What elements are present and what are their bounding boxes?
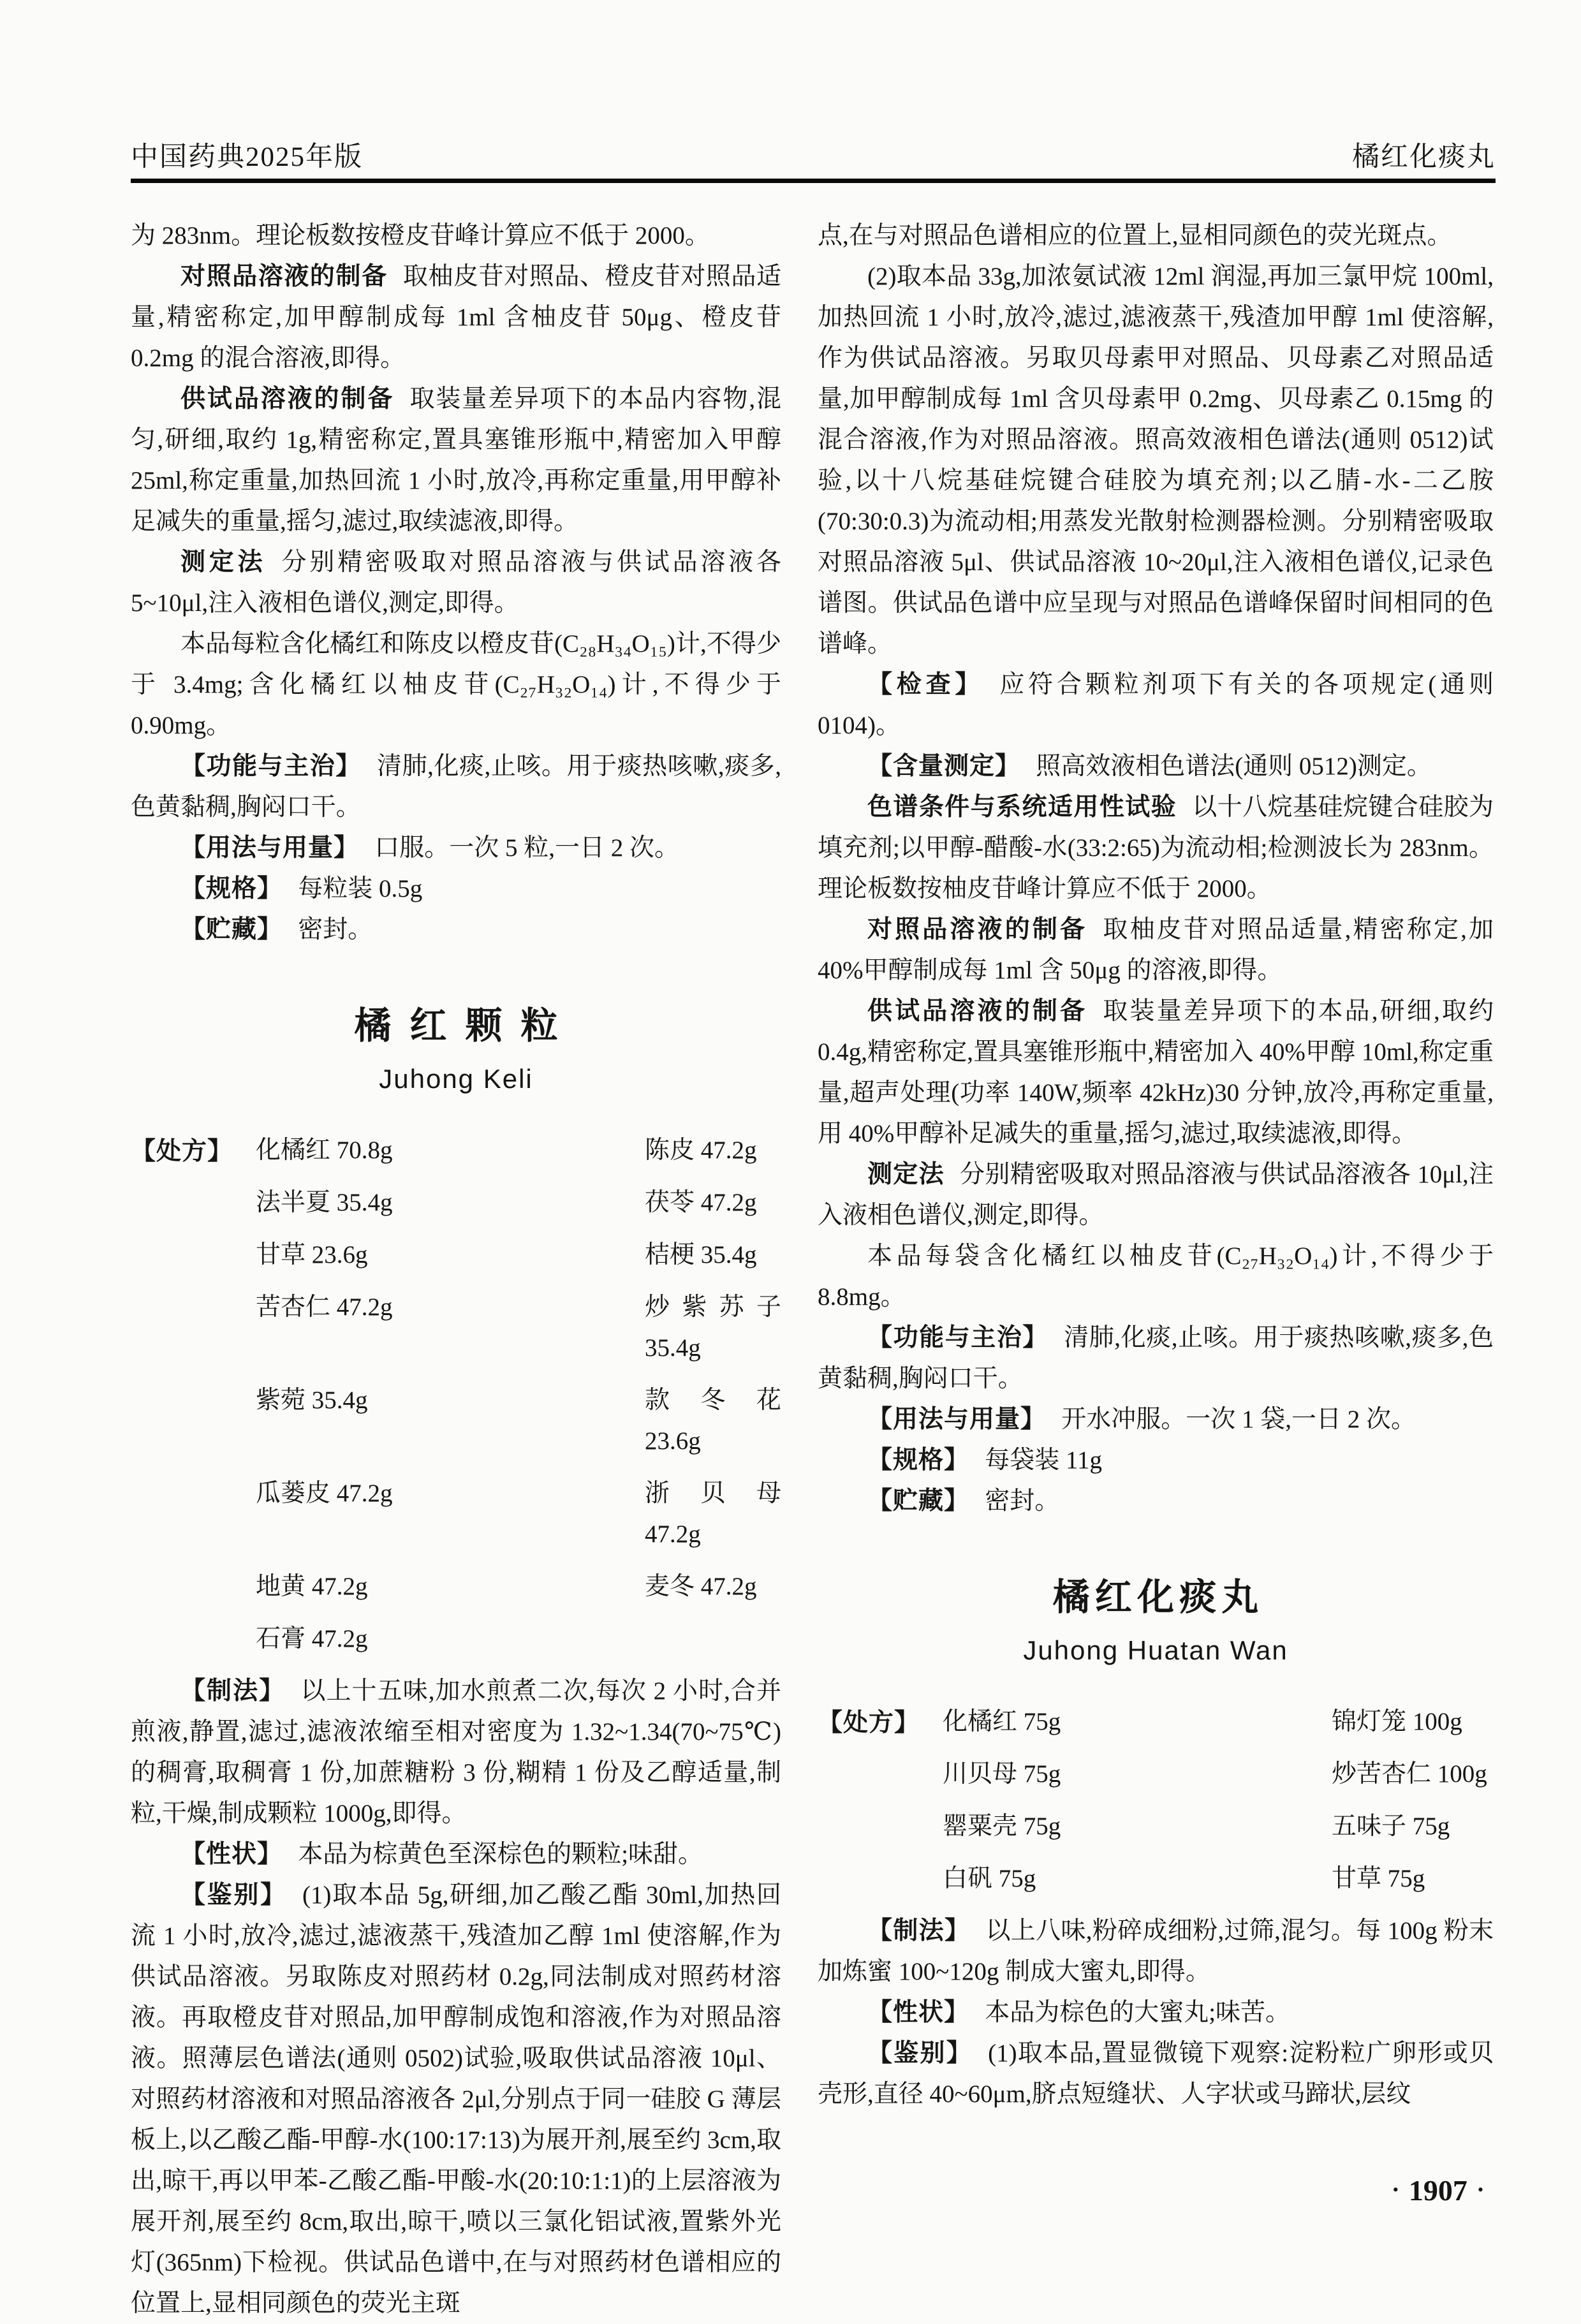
ingredient: 瓜蒌皮 47.2g <box>256 1480 393 1507</box>
ingredient-row <box>943 1858 1494 1899</box>
paragraph-lead: 【含量测定】 <box>867 753 1021 780</box>
section-title: 橘红化痰丸 <box>1052 1577 1264 1618</box>
ingredient-row <box>256 1566 781 1607</box>
paragraph-text: 本品为棕色的大蜜丸;味苦。 <box>985 1999 1291 2026</box>
paragraph-text: 口服。一次 5 粒,一日 2 次。 <box>374 834 679 862</box>
paragraph-text: 本品每袋含化橘红以柚皮苷(C₂₇H₃₂O₁₄)计,不得少于 8.8mg。 <box>818 1242 1494 1311</box>
paragraph-lead: 【规格】 <box>867 1446 970 1474</box>
ingredient: 锦灯笼 100g <box>1332 1708 1462 1735</box>
ingredient: 化橘红 70.8g <box>256 1136 393 1164</box>
ingredient: 五味子 75g <box>1332 1813 1450 1840</box>
paragraph-lead: 【贮藏】 <box>180 916 283 943</box>
paragraph-text: 以十八烷基硅烷键合硅胶为填充剂;以甲醇-醋酸-水(33:2:65)为流动相;检测波长为 283nm。理论板数按柚皮苷峰计算应不低于 2000。 <box>818 793 1494 902</box>
paragraph-text: 清肺,化痰,止咳。用于痰热咳嗽,痰多,色黄黏稠,胸闷口干。 <box>818 1324 1494 1392</box>
ingredient: 炒苦杏仁 100g <box>1332 1760 1487 1788</box>
paragraph-inspection <box>818 665 1494 746</box>
section-title: 橘红颗粒 <box>354 1005 577 1047</box>
paragraph-text: 清肺,化痰,止咳。用于痰热咳嗽,痰多,色黄黏稠,胸闷口干。 <box>131 753 781 821</box>
paragraph-text: 取装量差异项下的本品内容物,混匀,研细,取约 1g,精密称定,置具塞锥形瓶中,精密加入甲醇 25ml,称定重量,加热回流 1 小时,放冷,再称定重量,用甲醇补足减失的重量,摇匀,滤过,取续滤液,即得。 <box>131 385 781 535</box>
paragraph-functions <box>818 1318 1494 1399</box>
header-rule <box>131 179 1496 183</box>
page-number-dot: • <box>1477 2181 1483 2199</box>
prescription-grid <box>256 1130 781 1659</box>
ingredient-row <box>256 1235 781 1276</box>
right-column <box>818 216 1494 2115</box>
paragraph-lead: 供试品溶液的制备 <box>180 385 395 413</box>
ingredient: 茯苓 47.2g <box>645 1189 757 1216</box>
ingredient: 陈皮 47.2g <box>645 1136 757 1164</box>
paragraph-lead: 【规格】 <box>180 875 283 902</box>
paragraph-text: 开水冲服。一次 1 袋,一日 2 次。 <box>1061 1406 1416 1433</box>
paragraph-description <box>818 1992 1494 2033</box>
paragraph-lead: 【鉴别】 <box>180 1881 287 1909</box>
paragraph-text: (1)取本品 5g,研细,加乙酸乙酯 30ml,加热回流 1 小时,放冷,滤过,滤液蒸干,残渣加乙醇 1ml 使溶解,作为供试品溶液。另取陈皮对照药材 0.2g,同法制成对照药材溶液。再取橙皮苷对照品,加甲醇制成饱和溶液,作为对照品溶液。照薄层色谱法(通则 0502)试验,吸取供试品溶液 10μl、对照药材溶液和对照品溶液各 2μl,分别点于同一硅胶 G 薄层板上,以乙酸乙酯-甲醇-水(100:17:13)为展开剂,展至约 3cm,取出,晾干,再以甲苯-乙酸乙酯-甲酸-水(20:10:1:1)的上层溶液为展开剂,展至约 8cm,取出,晾干,喷以三氯化铝试液,置紫外光灯(365nm)下检视。供试品色谱中,在与对照药材色谱相应的位置上,显相同颜色的荧光主斑 <box>131 1881 781 2317</box>
paragraph-text: (1)取本品,置显微镜下观察:淀粉粒广卵形或贝壳形,直径 40~60μm,脐点短缝状、人字状或马蹄状,层纹 <box>818 2040 1494 2108</box>
paragraph-lead: 【功能与主治】 <box>180 753 362 780</box>
prescription-block <box>131 1130 781 1659</box>
ingredient: 苦杏仁 47.2g <box>256 1293 393 1321</box>
paragraph-text: 应符合颗粒剂项下有关的各项规定(通则 0104)。 <box>818 671 1494 739</box>
paragraph-lead: 【用法与用量】 <box>180 834 360 862</box>
paragraph-lead: 【鉴别】 <box>867 2040 973 2067</box>
paragraph-text: 分别精密吸取对照品溶液与供试品溶液各 5~10μl,注入液相色谱仪,测定,即得。 <box>131 548 781 617</box>
ingredient-row <box>943 1806 1494 1847</box>
paragraph-storage <box>818 1481 1494 1522</box>
paragraph-dosage <box>131 828 781 869</box>
section-pinyin: Juhong Huatan Wan <box>1023 1635 1288 1665</box>
ingredient: 炒紫苏子 35.4g <box>645 1293 781 1362</box>
paragraph-text: 本品为棕黄色至深棕色的颗粒;味甜。 <box>298 1841 703 1868</box>
paragraph-assay-limit <box>818 1236 1494 1318</box>
paragraph-functions <box>131 746 781 828</box>
paragraph-dosage <box>818 1399 1494 1440</box>
page-number-value: 1907 <box>1408 2174 1467 2207</box>
paragraph <box>131 216 781 256</box>
paragraph-preparation <box>131 1671 781 1834</box>
paragraph-lead: 测定法 <box>180 548 267 576</box>
prescription-label: 【处方】 <box>818 1709 920 1737</box>
paragraph-text: 以上八味,粉碎成细粉,过筛,混匀。每 100g 粉末加炼蜜 100~120g 制成大蜜丸,即得。 <box>818 1917 1494 1985</box>
paragraph-lead: 测定法 <box>867 1161 945 1188</box>
paragraph-text: 取柚皮苷对照品、橙皮苷对照品适量,精密称定,加甲醇制成每 1ml 含柚皮苷 50μg、橙皮苷 0.2mg 的混合溶液,即得。 <box>131 263 781 372</box>
paragraph-description <box>131 1834 781 1875</box>
left-column <box>131 216 781 2324</box>
paragraph <box>131 379 781 542</box>
paragraph-identification <box>131 1875 781 2324</box>
prescription-block <box>818 1702 1494 1899</box>
paragraph-text: 每袋装 11g <box>985 1446 1102 1474</box>
paragraph-text: 分别精密吸取对照品溶液与供试品溶液各 10μl,注入液相色谱仪,测定,即得。 <box>818 1161 1494 1229</box>
ingredient: 甘草 23.6g <box>256 1241 368 1269</box>
ingredient-row <box>256 1130 781 1171</box>
paragraph-text: 照高效液相色谱法(通则 0512)测定。 <box>1036 753 1432 780</box>
paragraph-content-assay <box>818 746 1494 787</box>
ingredient <box>645 1619 781 1659</box>
ingredient: 款冬花 23.6g <box>645 1386 781 1455</box>
paragraph-text: 每粒装 0.5g <box>298 875 423 902</box>
paragraph-test-solution <box>818 991 1494 1154</box>
ingredient: 法半夏 35.4g <box>256 1189 393 1216</box>
paragraph-text: 点,在与对照品色谱相应的位置上,显相同颜色的荧光斑点。 <box>818 222 1452 249</box>
running-head <box>131 135 1496 174</box>
paragraph <box>818 216 1494 256</box>
ingredient-row <box>256 1380 781 1462</box>
ingredient-row <box>943 1702 1494 1742</box>
paragraph-lead: 【用法与用量】 <box>867 1406 1047 1433</box>
paragraph-text: 以上十五味,加水煎煮二次,每次 2 小时,合并煎液,静置,滤过,滤液浓缩至相对密度为 1.32~1.34(70~75℃)的稠膏,取稠膏 1 份,加蔗糖粉 3 份,糊精 1 份及乙醇适量,制粒,干燥,制成颗粒 1000g,即得。 <box>131 1677 781 1827</box>
paragraph-text: 密封。 <box>985 1487 1060 1515</box>
ingredient: 甘草 75g <box>1332 1865 1425 1892</box>
paragraph-lead: 供试品溶液的制备 <box>867 997 1088 1025</box>
paragraph-text: 密封。 <box>298 916 373 943</box>
ingredient: 白矾 75g <box>943 1865 1036 1892</box>
page-number-dot: • <box>1392 2181 1399 2199</box>
paragraph-lead: 【性状】 <box>180 1841 283 1868</box>
ingredient: 川贝母 75g <box>943 1760 1061 1788</box>
paragraph-reference-solution <box>818 909 1494 991</box>
ingredient: 浙贝母 47.2g <box>645 1480 781 1548</box>
section-juhong-huatan-wan-header <box>818 1575 1494 1671</box>
prescription-grid <box>943 1702 1494 1899</box>
page-number <box>818 2173 1494 2207</box>
ingredient: 罂粟壳 75g <box>943 1813 1061 1840</box>
paragraph-lead: 【功能与主治】 <box>867 1324 1048 1351</box>
paragraph-text: 为 283nm。理论板数按橙皮苷峰计算应不低于 2000。 <box>131 222 710 249</box>
paragraph-preparation <box>818 1911 1494 1992</box>
ingredient-row <box>256 1287 781 1369</box>
paragraph-lead: 【制法】 <box>180 1677 286 1705</box>
paragraph-chromatography <box>818 787 1494 909</box>
paragraph-assay-limit <box>131 624 781 746</box>
ingredient-row <box>256 1182 781 1223</box>
section-pinyin: Juhong Keli <box>379 1064 533 1094</box>
ingredient: 桔梗 35.4g <box>645 1241 757 1269</box>
ingredient-row <box>943 1754 1494 1795</box>
paragraph-text: (2)取本品 33g,加浓氨试液 12ml 润湿,再加三氯甲烷 100ml,加热回流 1 小时,放冷,滤过,滤液蒸干,残渣加甲醇 1ml 使溶解,作为供试品溶液。另取贝母素甲对照品、贝母素乙对照品适量,加甲醇制成每 1ml 含贝母素甲 0.2mg、贝母素乙 0.15mg 的混合溶液,作为对照品溶液。照高效液相色谱法(通则 0512)试验,以十八烷基硅烷键合硅胶为填充剂;以乙腈-水-二乙胺(70:30:0.3)为流动相;用蒸发光散射检测器检测。分别精密吸取对照品溶液 5μl、供试品溶液 10~20μl,注入液相色谱仪,记录色谱图。供试品色谱中应呈现与对照品色谱峰保留时间相同的色谱峰。 <box>818 263 1494 658</box>
paragraph-identification-2 <box>818 256 1494 665</box>
ingredient: 化橘红 75g <box>943 1708 1061 1735</box>
running-head-monograph: 橘红化痰丸 <box>1352 142 1496 172</box>
paragraph <box>131 256 781 379</box>
paragraph-lead: 对照品溶液的制备 <box>180 263 388 290</box>
running-head-edition: 中国药典2025年版 <box>131 142 363 172</box>
paragraph-text: 取柚皮苷对照品适量,精密称定,加 40%甲醇制成每 1ml 含 50μg 的溶液,即得。 <box>818 916 1494 984</box>
ingredient-row <box>256 1619 781 1659</box>
section-juhong-keli-header <box>131 1004 781 1099</box>
ingredient: 石膏 47.2g <box>256 1625 368 1652</box>
paragraph-specification <box>818 1440 1494 1481</box>
paragraph <box>131 542 781 624</box>
paragraph-text: 取装量差异项下的本品,研细,取约 0.4g,精密称定,置具塞锥形瓶中,精密加入 40%甲醇 10ml,称定重量,超声处理(功率 140W,频率 42kHz)30 分钟,放冷,再称定重量,用 40%甲醇补足减失的重量,摇匀,滤过,取续滤液,即得。 <box>818 997 1494 1147</box>
paragraph-storage <box>131 909 781 950</box>
ingredient: 麦冬 47.2g <box>645 1573 757 1600</box>
paragraph-lead: 色谱条件与系统适用性试验 <box>867 793 1177 821</box>
paragraph-text: 本品每粒含化橘红和陈皮以橙皮苷(C₂₈H₃₄O₁₅)计,不得少于 3.4mg;含化橘红以柚皮苷(C₂₇H₃₂O₁₄)计,不得少于 0.90mg。 <box>131 630 781 739</box>
paragraph-assay-method <box>818 1154 1494 1236</box>
prescription-label: 【处方】 <box>131 1138 233 1165</box>
paragraph-lead: 【贮藏】 <box>867 1487 970 1515</box>
ingredient: 紫菀 35.4g <box>256 1386 368 1414</box>
paragraph-lead: 对照品溶液的制备 <box>867 916 1088 943</box>
paragraph-lead: 【制法】 <box>867 1917 971 1945</box>
paragraph-specification <box>131 869 781 909</box>
ingredient: 地黄 47.2g <box>256 1573 368 1600</box>
paragraph-lead: 【检查】 <box>867 671 985 698</box>
ingredient-row <box>256 1473 781 1555</box>
paragraph-lead: 【性状】 <box>867 1999 970 2026</box>
paragraph-identification <box>818 2033 1494 2115</box>
